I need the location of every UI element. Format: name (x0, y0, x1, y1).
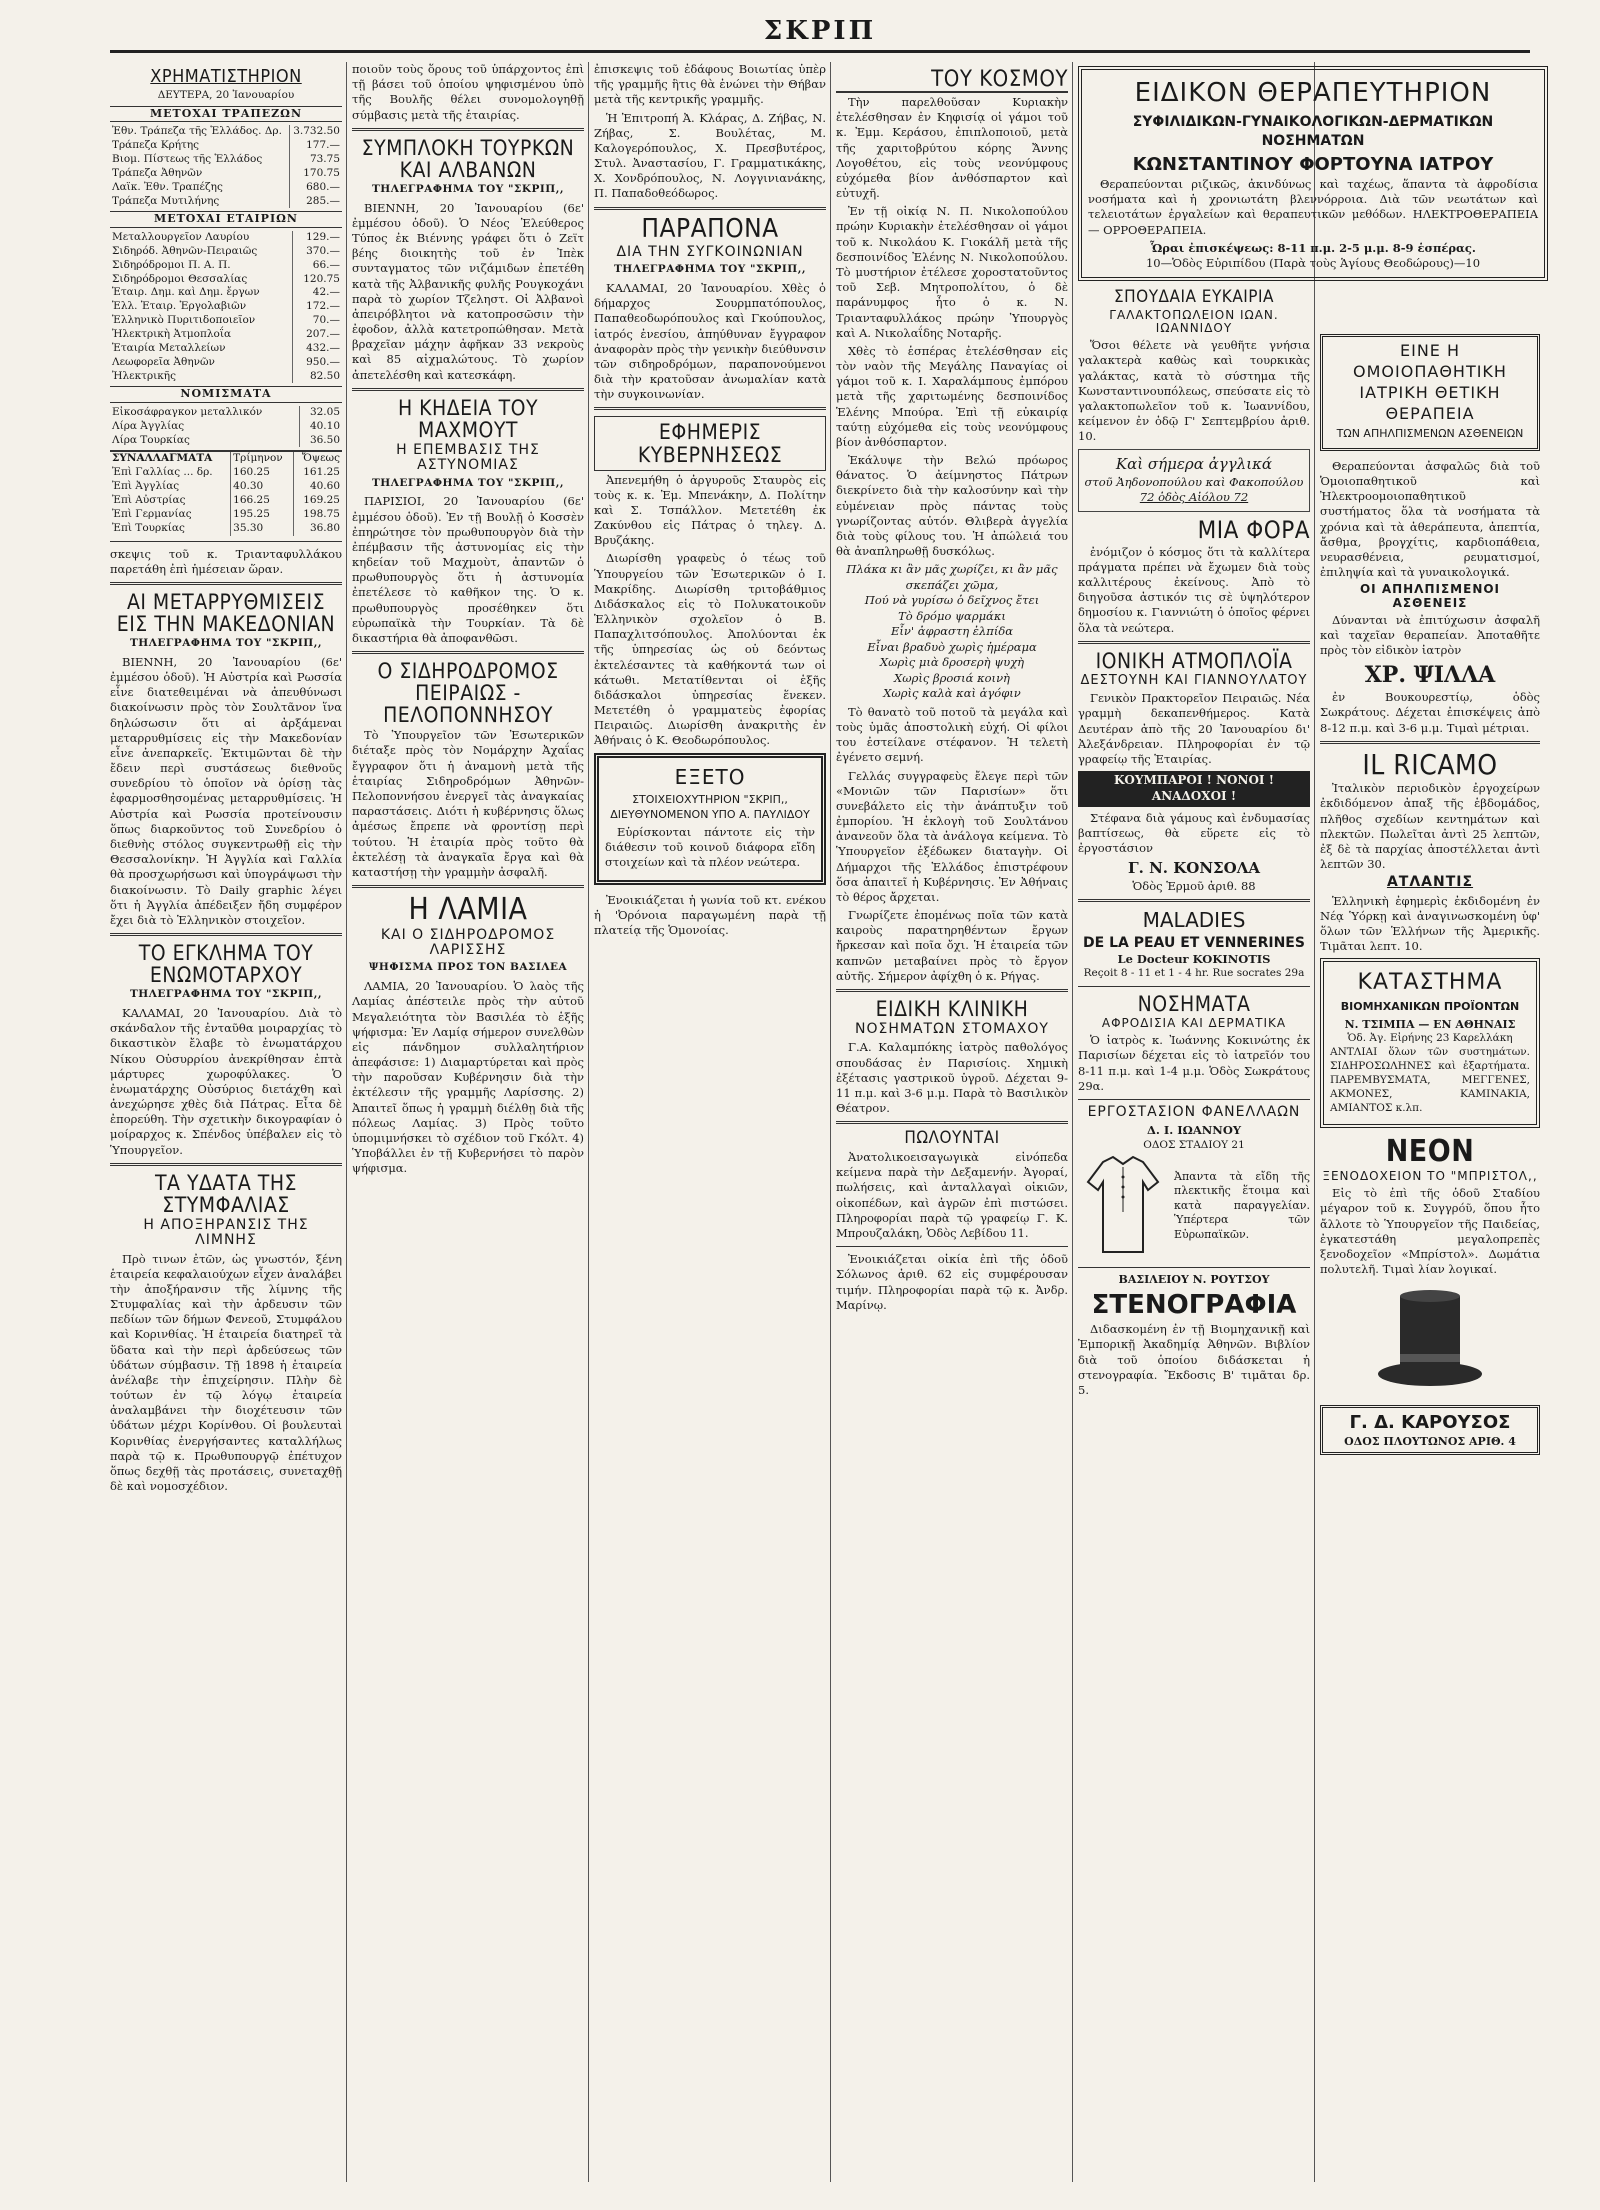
company-row (110, 342, 342, 356)
fx-row (110, 480, 342, 494)
company-row (110, 314, 342, 328)
english-lessons-title: Καὶ σήμερα ἀγγλικά (1115, 455, 1273, 474)
complaint-subtitle: ΔΙΑ ΤΗΝ ΣΥΓΚΟΙΝΩΝΙΑΝ (616, 243, 804, 260)
dairy-title: ΣΠΟΥΔΑΙΑ ΕΥΚΑΙΡΙΑ (1114, 287, 1274, 308)
poem-line: Χωρὶς μιὰ δροσερὴ ψυχὴ (879, 655, 1025, 670)
maladies-title: MALADIES (1142, 908, 1246, 933)
col4-footer: Ἐνοικιάζεται οἰκία ἐπὶ τῆς ὁδοῦ Σόλωνος ἀριθ. 62 εἰς συμφέρουσαν τιμήν. Πληροφορίαι παρὰ τῷ κ. Ἀνδρ. Μαρίνῳ. (836, 1252, 1068, 1312)
bank-cell: 73.75 (309, 152, 340, 165)
maladies-doctor: Le Docteur KOKINOTIS (1117, 952, 1271, 967)
lamia-title: Η ΛΑΜΙΑ (408, 892, 528, 928)
bank-row (110, 195, 342, 209)
coin-row (110, 406, 342, 420)
bank-cell: Τράπεζα Κρήτης (110, 139, 289, 153)
gazette-body-2: Διωρίσθη γραφεὺς ὁ τέως τοῦ Ὑπουργείου τῶν Ἐσωτερικῶν ὁ Ι. Μακρίδης. Διωρίσθη τριτοβάθμιος Διδάσκαλος εἰς τὸ Πολυκατοικοῦν Ἑλληνικὸν σχολεῖον ὁ Β. Παπαχλιτσόπουλος. Ἀπολύονται ἐκ τῆς ὑπηρεσίας ὡς οὐ δεόντως ἐκτελέσαντες τὰ καθήκοντά των οἱ κάτωθι. Μετατίθενται οἱ ἑξῆς διδάσκαλοι ὑπηρεσίας ἕνεκεν. Μετετέθη ὁ γραμματεὺς ἐφορίας Πειραιῶς. Διωρίσθη ἀνακριτὴς ἐν Ἀθήναις ὁ Κ. Θεοδωρόπουλος. (594, 551, 826, 748)
clash-title: ΣΥΜΠΛΟΚΗ ΤΟΥΡΚΩΝ ΚΑΙ ΑΛΒΑΝΩΝ (361, 135, 575, 182)
company-row (110, 328, 342, 342)
sale-title: ΠΩΛΟΥΝΤΑΙ (904, 1128, 1000, 1149)
murder-body: ΚΑΛΑΜΑΙ, 20 Ἰανουαρίου. Διὰ τὸ σκάνδαλον τῆς ἐνταῦθα μοιραρχίας τὸ δικαστικὸν ἔλαβε τὸ ἐνωματάρχου Νίκου Οὐσυρρίου ἀνεκρίθησαν ἐπτὰ μάρτυρες χωροφύλακες. Ὁ ἐνωματάρχης Οὐσύριος διετάχθη καὶ ἀνεχώρησε χθὲς διὰ Πάτρας. Εἶτα δὲ ἐπορεύθη. Τὴν σχετικὴν δικογραφίαν ὁ μοίραρχος κ. Σπένδος ὑπέβαλεν εἰς τὸ Ὑπουργεῖον. (110, 1005, 342, 1157)
funeral-subtitle: Η ΕΠΕΜΒΑΣΙΣ ΤΗΣ ΑΣΤΥΝΟΜΙΑΣ (396, 441, 540, 474)
coins-table (110, 406, 342, 448)
english-lessons-ad (1078, 449, 1310, 511)
complaint-telegram: ΤΗΛΕΓΡΑΦΗΜΑ ΤΟΥ "ΣΚΡΙΠ,, (613, 263, 807, 276)
flannel-ad (1078, 1152, 1310, 1262)
company-row (110, 286, 342, 300)
company-cell: Ἠλεκτρικῆς (110, 370, 293, 384)
steno-author: ΒΑΣΙΛΕΙΟΥ Ν. ΡΟΥΤΣΟΥ (1118, 1273, 1270, 1287)
atlantis-title: ΑΤΛΑΝΤΙΣ (1386, 874, 1474, 891)
water-title: ΤΑ ΥΔΑΤΑ ΤΗΣ ΣΤΥΜΦΑΛΙΑΣ (155, 1170, 297, 1217)
foundry-ad (594, 753, 826, 885)
company-cell: Ἑταιρ. Δημ. καὶ Δημ. ἔργων (110, 286, 293, 300)
funeral-title: Η ΚΗΔΕΙΑ ΤΟΥ ΜΑΧΜΟΥΤ (397, 395, 539, 442)
rail-body: Τὸ Ὑπουργεῖον τῶν Ἐσωτερικῶν διέταξε πρὸς τὸν Νομάρχην Ἀχαΐας ἔγγραφον ὅτι ἡ ἀναμονὴ μετὰ τῆς ἑταιρίας Σιδηροδρόμων Ἀθηνῶν-Πελοποννήσου ἐνεργεῖ τὰς ἀναγκαίας παραστάσεις. Διότι ἡ κυβέρνησις ὅλως ἀμέσως ἔπρεπε νὰ φροντίσῃ περὶ τούτου. Ἡ ἑταιρία πρὸς τοῦτο θὰ ἐκτελέσῃ τὰ ἀναγκαῖα ἔργα καὶ θὰ καταστήσῃ τὴν γραμμὴν ἀσφαλῆ. (352, 728, 584, 879)
fx-cell: 36.80 (309, 521, 340, 534)
neon-subtitle: ΞΕΝΟΔΟΧΕΙΟΝ ΤΟ "ΜΠΡΙΣΤΟΛ,, (1322, 1168, 1538, 1183)
clinic-ad (1078, 66, 1548, 281)
foundry-ad-body: Εὑρίσκονται πάντοτε εἰς τὴν διάθεσιν τοῦ κοινοῦ διάφορα εἴδη στοιχείων καὶ τὰ πλέον νεώτερα. (605, 825, 815, 870)
company-cell: 70.— (312, 314, 340, 327)
english-lessons-street: 72 ὁδὸς Αἰόλου 72 (1139, 490, 1249, 505)
bank-cell: Λαϊκ. Ἐθν. Τραπέζης (110, 181, 289, 195)
column-divider (830, 62, 831, 2182)
column-divider (346, 62, 347, 2182)
flannel-name: Δ. Ι. ΙΩΑΝΝΟΥ (1146, 1123, 1242, 1138)
poem-line: Τὸ δρόμο ψαρμάκι (898, 608, 1006, 623)
company-cell: Σιδηρόδρομοι Θεσσαλίας (110, 273, 293, 287)
column-2 (352, 62, 584, 2182)
clinic-stomach-title: ΕΙΔΙΚΗ ΚΛΙΝΙΚΗ (875, 996, 1029, 1021)
col2-lead: ποιοῦν τοὺς ὅρους τοῦ ὑπάρχοντος ἐπὶ τῇ βάσει τοῦ ὁποίου ψηφισμένου ὑπὸ τῆς Βουλῆς θέλει συνομολογηθῇ σύμβασις μετὰ τῆς ἑταιρίας. (352, 62, 584, 122)
homeopathy-title: ΕΙΝΕ Η ΟΜΟΙΟΠΑΘΗΤΙΚΗ ΙΑΤΡΙΚΗ ΘΕΤΙΚΗ ΘΕΡΑΠΕΙΑ (1353, 341, 1507, 424)
society-body-5: Τὸ θανατὸ τοῦ ποτοῦ τὰ μεγάλα καὶ τοὺς ὑμᾶς ἀποστολικὴ εὐχή. Οἱ φίλοι του ἐστείλανε στέφανον. Ἡ τελετὴ ἐγένετο σεμνή. (836, 704, 1068, 765)
complaint-body: ΚΑΛΑΜΑΙ, 20 Ἰανουαρίου. Χθὲς ὁ δήμαρχος Σουρμπατόπουλος, Παπαθεοδωρόπουλος καὶ Γκούπουλος, ἰατρός ἐνεσίου, ἀπηύθυναν ἔγγραφον ἀναφορὰν πρὸς τὴν γενικὴν διεύθυνσιν τῶν σιδηροδρόμων, παραπονούμενοι διὰ τὴν κρατοῦσαν ἀνωμαλίαν κατὰ τὴν συγκοινωνίαν. (594, 281, 826, 402)
company-cell: Ἠλεκτρικὴ Ἀτμοπλοΐα (110, 328, 293, 342)
poem-line: Πλάκα κι ἂν μᾶς χωρίζει, κι ἂν μᾶς σκεπάζει χῶμα, (846, 562, 1058, 592)
fx-cell: 198.75 (303, 507, 340, 520)
dairy-subtitle: ΓΑΛΑΚΤΟΠΩΛΕΙΟΝ ΙΩΑΝ. ΙΩΑΝΝΙΔΟΥ (1109, 307, 1279, 336)
company-cell: 129.— (306, 230, 340, 243)
column-divider (1072, 62, 1073, 2182)
fx-cell: 169.25 (303, 494, 340, 507)
bank-row (110, 139, 342, 153)
company-row (110, 370, 342, 384)
poem-line: Εἶν' ἀφραστη ἐλπίδα (890, 624, 1014, 639)
company-cell: 950.— (306, 355, 340, 368)
store-title: ΚΑΤΑΣΤΗΜΑ (1357, 970, 1503, 996)
masthead (110, 16, 1530, 53)
bank-cell: 170.75 (303, 166, 340, 179)
homeopathy-subtitle-2: ΟΙ ΑΠΗΛΠΙΣΜΕΝΟΙ ΑΣΘΕΝΕΙΣ (1359, 582, 1501, 610)
bank-cell: 680.— (306, 180, 340, 193)
column-1 (110, 62, 342, 2182)
store-body: ΑΝΤΛΙΑΙ ὅλων τῶν συστημάτων. ΣΙΔΗΡΟΣΩΛΗΝΕΣ καὶ ἐξαρτήματα. ΠΑΡΕΜΒΥΣΜΑΤΑ, ΜΕΓΓΕΝΕΣ, ΑΚΜΟΝΕΣ, ΚΑΜΙΝΑΚΙΑ, ΑΜΙΑΝΤΟΣ κ.λπ. (1330, 1046, 1530, 1114)
flannel-address: ΟΔΟΣ ΣΤΑΔΙΟΥ 21 (1143, 1138, 1245, 1151)
fx-row (110, 466, 342, 480)
company-row (110, 259, 342, 273)
bank-cell: Τράπεζα Ἀθηνῶν (110, 167, 289, 181)
once-title: ΜΙΑ ΦΟΡΑ (1197, 515, 1310, 544)
flannel-body: Ἀπαντα τὰ εἴδη τῆς πλεκτικῆς ἕτοιμα καὶ κατὰ παραγγελίαν. Ὑπέρτερα τῶν Εὐρωπαϊκῶν. (1174, 1169, 1310, 1241)
company-cell: 82.50 (309, 369, 340, 382)
society-body-1: Τὴν παρελθοῦσαν Κυριακὴν ἐτελέσθησαν ἐν Κηφισίᾳ οἱ γάμοι τοῦ κ. Ἐμμ. Κεράσου, ἐπιπλοποιοῦ, μετὰ τῆς χαριτοβρύτου κόρης Ἄννης Λογοθέτου, εἰς τοὺς νεονύμφους εὐχόμεθα βίον ἀνθόσπαρτον καὶ εὐτυχῆ. (836, 95, 1068, 201)
company-row (110, 300, 342, 314)
col3-footer: Ἐνοικιάζεται ἡ γωνία τοῦ κτ. ενέκου ἡ 'Ὀρόνοια παραγωμένη παρὰ τῇ πλατείᾳ τῆς Ὁμονοίας. (594, 892, 826, 937)
bank-row (110, 181, 342, 195)
coin-cell: Εἰκοσάφραγκον μεταλλικόν (110, 406, 300, 420)
homeopathy-doctor: ΧΡ. ΨΙΛΛΑ (1364, 662, 1496, 689)
funeral-telegram: ΤΗΛΕΓΡΑΦΗΜΑ ΤΟΥ "ΣΚΡΙΠ,, (371, 476, 565, 489)
clinic-stomach-body: Γ.Α. Καλαμπόκης ἰατρὸς παθολόγος σπουδάσας ἐν Παρισίοις. Χημικὴ ἐξέτασις γαστρικοῦ ὑγροῦ. Δέχεται 9-11 π.μ. καὶ 3-6 μ.μ. Παρὰ τὸ Βασιλικὸν Θέατρον. (836, 1040, 1068, 1116)
fx-cell: Ἐπὶ Αὐστρίας (110, 494, 231, 508)
karousos-name: Γ. Δ. ΚΑΡΟΥΣΟΣ (1349, 1412, 1511, 1434)
lamia-body: ΛΑΜΙΑ, 20 Ἰανουαρίου. Ὁ λαὸς τῆς Λαμίας ἀπέστειλε πρὸς τὴν αὐτοῦ Μεγαλειότητα τὸν Βασιλέα τὸ ἑξῆς ψήφισμα: Ἐν Λαμίᾳ σήμερον συνελθὼν εἰς πάνδημον συλλαλητήριον ἀπεφάσισε: 1) Διαμαρτύρεται καὶ πρὸς τὴν παροῦσαν Κυβέρνησιν διὰ τὴν ἐκτέλεσιν τῆς γραμμῆς Λαρίσσης. 2) Ἀπαιτεῖ ὅπως ἡ γραμμὴ διέλθῃ διὰ τῆς πόλεως Λαμίας. 3) Πρὸς τοῦτο ὑπομιμνήσκει τὸ σχέδιον τοῦ Γκόλτ. 4) Ὑποβάλλει ἐν τῇ Κυβερνήσει τὸ παρὸν ψήφισμα. (352, 979, 584, 1176)
dairy-body: Ὅσοι θέλετε νὰ γευθῆτε γνήσια γαλακτερὰ καθὼς καὶ τουρκικὰς γαλάκτας, κατὰ τὸ σύστημα τῆς Κωνσταντινουπόλεως, σπεύσατε εἰς τὸ γαλακτοπωλεῖον τοῦ κ. Ἰωαννίδου, κείμενον ἐν ὁδῷ Γ' Σεπτεμβρίου ἀριθ. 10. (1078, 338, 1310, 444)
homeopathy-body: Θεραπεύονται ἀσφαλῶς διὰ τοῦ Ὁμοιοπαθητικοῦ καὶ Ἠλεκτροομοιοπαθητικοῦ συστήματος ὅλα τὰ νοσήματα τὰ χρόνια καὶ τὰ ἀθεράπευτα, ἀπεπτία, ἄσθμα, βρογχίτις, καρδιοπάθεια, νευρασθένεια, ρευματισμοί, ἐπιληψία καὶ τὰ γυναικολογικά. (1320, 458, 1540, 580)
bank-cell: Ἐθν. Τράπεζα τῆς Ἑλλάδος. Δρ. (110, 125, 289, 139)
english-lessons-address: στοῦ Ἀηδονοπούλου καὶ Φακοπούλου (1084, 475, 1304, 490)
bank-cell: 285.— (306, 194, 340, 207)
lamia-subtitle: ΚΑΙ Ο ΣΙΔΗΡΟΔΡΟΜΟΣ ΛΑΡΙΣΣΗΣ (380, 926, 556, 958)
company-row (110, 356, 342, 370)
fx-cell: 166.25 (231, 494, 294, 508)
shipping-subtitle: ΔΕΣΤΟΥΝΗ ΚΑΙ ΓΙΑΝΝΟΥΛΑΤΟΥ (1080, 672, 1308, 688)
company-cell: Ἑλληνικὸ Πυριτιδοποιεῖον (110, 314, 293, 328)
coin-row (110, 434, 342, 448)
fx-cell: 40.30 (231, 480, 294, 494)
poem-line: Χωρὶς βροσιά κοινὴ (894, 670, 1010, 685)
bank-row (110, 153, 342, 167)
coin-cell: 32.05 (309, 405, 340, 418)
maladies-hours: Reçoit 8 - 11 et 1 - 4 hr. Rue socrates 29a (1083, 967, 1305, 980)
fx-cell: Ἐπὶ Γαλλίας ... δρ. (110, 466, 231, 480)
company-cell: 432.— (306, 341, 340, 354)
fx-cell: 160.25 (231, 466, 294, 480)
fx-cell: 40.60 (309, 480, 340, 493)
neon-body: Εἰς τὸ ἐπὶ τῆς ὁδοῦ Σταδίου μέγαρον τοῦ κ. Συγγρόῦ, ὅπου ἦτο ἄλλοτε τὸ Ὑπουργεῖον τῆς Παιδείας, ἐγκατεστάθη μεγαλοπρεπὲς ξενοδοχεῖον «Μπρίστολ». Δωμάτια πολυτελῆ. Τιμαὶ λίαν λογικαί. (1320, 1186, 1540, 1277)
atlantis-body: Ἑλληνικὴ ἐφημερὶς ἐκδιδομένη ἐν Νέᾳ Ὑόρκῃ καὶ ἀναγινωσκομένη ὑφ' ὅλων τῶν Ἑλλήνων τῆς Ἀμερικῆς. Τιμᾶται λεπτ. 10. (1320, 893, 1540, 954)
coin-cell: 36.50 (309, 433, 340, 446)
bank-cell: Τράπεζα Μυτιλήνης (110, 195, 289, 209)
fx-col-header: Ὄψεως (302, 452, 340, 465)
wreath-body: Στέφανα διὰ γάμους καὶ ἐνδυμασίας βαπτίσεως, θὰ εὕρετε εἰς τὸ ἐργοστάσιον (1078, 810, 1310, 856)
society-body-4: Ἐκάλυψε τὴν Βελώ πρόωρος θάνατος. Ὁ ἀείμνηστος Πάτρων διεκρίνετο διὰ τὴν καλοσύνην καὶ τὴν εὐμένειαν πρὸς πάντας τοὺς γνωρίζοντας αὐτόν. Θλιβερὰ ἀγγελία διὰ τοὺς φίλους του. Ἡ ἀπώλειά του θὰ ἀναπληρωθῇ δυσκόλως. (836, 453, 1068, 559)
coin-cell: Λίρα Ἀγγλίας (110, 420, 300, 434)
karousos-address: ΟΔΟΣ ΠΛΟΥΤΩΝΟΣ ΑΡΙΘ. 4 (1344, 1434, 1516, 1448)
water-subtitle: Η ΑΠΟΞΗΡΑΝΣΙΣ ΤΗΣ ΛΙΜΝΗΣ (143, 1216, 309, 1249)
reforms-telegram: ΤΗΛΕΓΡΑΦΗΜΑ ΤΟΥ "ΣΚΡΙΠ,, (129, 637, 323, 650)
column-3 (594, 62, 826, 2182)
bank-cell: Βιομ. Πίστεως τῆς Ἑλλάδος (110, 153, 289, 167)
hat-icon (1370, 1286, 1490, 1396)
bank-cell: 177.— (306, 139, 340, 152)
committee-text: Ἡ Ἐπιτροπή Ἀ. Κλάρας, Δ. Ζήβας, Ν. Ζήβας, Σ. Βουλέτας, Μ. Καλογερόπουλος, Χ. Πρεσβυτέρος, Στυλ. Ἀναστασίου, Γ. Γραμματικάκης, Χ. Χονδρόπουλος, Ν. Λογγινιανάκης, Π. Παπαδοθεόδωρος. (594, 110, 826, 201)
company-cell: 120.75 (303, 272, 340, 285)
undershirt-icon (1078, 1152, 1168, 1262)
gazette-title: ΕΦΗΜΕΡΙΣ ΚΥΒΕΡΝΗΣΕΩΣ (594, 416, 826, 470)
fx-cell: 35.30 (231, 522, 294, 536)
company-cell: 172.— (306, 300, 340, 313)
steno-body: Διδασκομένη ἐν τῇ Βιομηχανικῇ καὶ Ἐμπορικῇ Ἀκαδημίᾳ Ἀθηνῶν. Βιβλίον διὰ τοῦ ὁποίου διδάσκεται ἡ στενογραφία. Ἔκδοσις Β' τιμᾶται δρ. 5. (1078, 1322, 1310, 1397)
homeopathy-body-2: Δύνανται νὰ ἐπιτύχωσιν ἀσφαλῆ καὶ ταχεῖαν θεραπείαν. Ἀποταθῆτε πρὸς τὸν εἰδικὸν ἰατρὸν (1320, 612, 1540, 658)
homeopathy-subtitle: ΤΩΝ ΑΠΗΛΠΙΣΜΕΝΩΝ ΑΣΘΕΝΕΙΩΝ (1336, 427, 1524, 441)
company-cell: Μεταλλουργεῖον Λαυρίου (110, 231, 293, 245)
flannel-title: ΕΡΓΟΣΤΑΣΙΟΝ ΦΑΝΕΛΛΑΩΝ (1087, 1103, 1301, 1120)
water-body: Πρὸ τινων ἐτῶν, ὡς γνωστόν, ξένη ἑταιρεία κεφαλαιούχων εἶχεν ἀναλάβει τὴν ἀποξήρανσιν τῆς λίμνης τῆς Στυμφαλίας καὶ τὴν ἀρδευσιν τῶν πεδίων τῶν δήμων Φενεοῦ, Στυμφάλου καὶ Κορινθίας. Ἡ ἑταιρεία διατηρεῖ τὰ ὕδατα καὶ τὴν περὶ ἀρδεύσεως τῶν ὑδάτων σύμβασιν. Τῇ 1898 ἡ ἑταιρεία ἀνέλαβε τὴν ἐπιχείρησιν. Πλὴν δὲ τούτων ἐν τῷ λόγῳ ἑταιρεία ἀναλαμβάνει τὴν διοχέτευσιν τῶν ὑδάτων μέχρι Κορίνθου. Οἱ βουλευταὶ Κορινθίας ἐνεργήσαντες καταλλήλως παρὰ τῷ κ. Πρωθυπουργῷ ἐπέτυχον ὅπως δεχθῇ τὰς προτάσεις, συνεταχθῇ δὲ καὶ νομοσχέδιον. (110, 1251, 342, 1494)
homeopathy-ad (1320, 334, 1540, 451)
reforms-body: ΒΙΕΝΝΗ, 20 Ἰανουαρίου (6ε' ἐμμέσου ὁδοῦ). Ἡ Αὐστρία καὶ Ρωσσία εἶνε διατεθειμέναι νὰ ἀπευθύνωσι διακοίνωσιν πρὸς τὸν Σουλτᾶνον ἵνα δηλώσωσιν ὅτι αἱ ἀρξάμεναι μεταρρυθμίσεις εἰς τὴν Μακεδονίαν εἶνε ἀνεπαρκεῖς. Ἐκτιμῶνται δὲ τὴν ἔδειν περὶ συστάσεως διεθνοῦς συνεδρίου τὸ ὁποῖον νὰ ὁρίσῃ τὰς ἐφαρμοσθησομένας μεταρρυθμίσεις. Ἡ Αὐστρία καὶ Ρωσσία προτείνουσιν ὅπως διαρκοῦντος τοῦ Συνεδρίου ὁ διεθνὴς στόλος συγκεντρωθῇ εἰς τὴν Θεσσαλονίκην. Ἡ Ἀγγλία καὶ Γαλλία θὰ προσχωρήσωσι καὶ ὑπογράψωσι τὴν διακοίνωσιν. Τὸ Daily graphic λέγει ὅτι ἡ Ἀγγλία ἀπέδειξεν ἤδη συμφέρον ἔχει διὰ τὸ Ἑλληνικὸν στοιχεῖον. (110, 654, 342, 927)
bank-row (110, 167, 342, 181)
fx-cell: Ἐπὶ Τουρκίας (110, 522, 231, 536)
company-row (110, 231, 342, 245)
disease-body: Ὁ ἰατρὸς κ. Ἰωάννης Κοκινώτης ἐκ Παρισίων δέχεται εἰς τὸ ἰατρεῖόν του 8-11 π.μ. καὶ 1-4 μ.μ. Ὁδὸς Σωκράτους 29α. (1078, 1033, 1310, 1093)
shipping-title: ΙΟΝΙΚΗ ΑΤΜΟΠΛΟΪΑ (1095, 648, 1293, 673)
neon-title: ΝΕΟΝ (1385, 1134, 1475, 1170)
poem (836, 562, 1068, 702)
col3-lead: ἐπισκεψις τοῦ ἐδάφους Βοιωτίας ὑπὲρ τῆς γραμμῆς ἣτις θὰ ἐνώνει τὴν Θήβαν μετὰ τῆς κεντρικῆς γραμμῆς. (594, 62, 826, 107)
coins-heading: ΝΟΜΙΣΜΑΤΑ (110, 386, 342, 403)
company-cell: Ἑταιρία Μεταλλείων (110, 342, 293, 356)
maladies-subtitle: DE LA PEAU ET VENNERINES (1083, 934, 1305, 951)
rail-title: Ο ΣΙΔΗΡΟΔΡΟΜΟΣ ΠΕΙΡΑΙΩΣ - ΠΕΛΟΠΟΝΝΗΣΟΥ (377, 659, 559, 728)
column-divider (588, 62, 589, 2182)
disease-subtitle: ΑΦΡΟΔΙΣΙΑ ΚΑΙ ΔΕΡΜΑΤΙΚΑ (1101, 1016, 1287, 1031)
wreath-address: Ὁδὸς Ἑρμοῦ ἀριθ. 88 (1132, 878, 1256, 893)
company-row (110, 245, 342, 259)
coin-row (110, 420, 342, 434)
market-date: ΔΕΥΤΕΡΑ, 20 Ἰανουαρίου (157, 88, 295, 101)
companies-heading: ΜΕΤΟΧΑΙ ΕΤΑΙΡΙΩΝ (110, 211, 342, 228)
company-cell: 370.— (306, 244, 340, 257)
homeopathy-body-3: ἐν Βουκουρεστίῳ, ὁδὸς Σωκράτους. Δέχεται ἐπισκέψεις ἀπὸ 8-12 π.μ. καὶ 3-6 μ.μ. Τιμαὶ μέτριαι. (1320, 690, 1540, 735)
clinic-ad-doctor: ΚΩΝΣΤΑΝΤΙΝΟΥ ΦΟΡΤΟΥΝΑ ΙΑΤΡΟΥ (1132, 154, 1494, 176)
sale-body: Ἀνατολικοεισαγωγικὰ εἰνόπεδα κείμενα παρὰ τὴν Δεξαμενήν. Ἀγοραί, πωλήσεις, καὶ ἀνταλλαγαὶ οἰκιῶν, οἰκοπέδων, καὶ ἀγρῶν ἐπὶ πιστώσει. Πληροφορίαι παρὰ τῷ γραφείῳ Γ. Κ. Μπρουζαλάκη, Ὁδὸς Λεβίδου 11. (836, 1150, 1068, 1240)
company-cell: Λεωφορεῖα Ἀθηνῶν (110, 356, 293, 370)
lamia-subtitle-2: ΨΗΦΙΣΜΑ ΠΡΟΣ ΤΟΝ ΒΑΣΙΛΕΑ (368, 961, 568, 974)
fx-cell: Ἐπὶ Γερμανίας (110, 508, 231, 522)
column-divider (1314, 62, 1315, 2182)
poem-line: Πού νὰ γυρίσω ὁ δεῖχνος ἔτει (864, 593, 1040, 608)
banks-heading: ΜΕΤΟΧΑΙ ΤΡΑΠΕΖΩΝ (110, 106, 342, 123)
society-body-6: Γελλάς συγγραφεὺς ἔλεγε περὶ τῶν «Μονιῶν τῶν Παρισίων» ὅτι συνεβάλετο εἰς τὴν ἀνάπτυξιν τοῦ ἐμπορίου. Ἡ ἐκλογὴ τοῦ Σουλτάνου ἀνανεοῦν ὅλα τὰ ἀνάλογα κείμενα. Τὸ Ὑπουργεῖον ἐξέδωκεν διαταγὴν. Οἱ Δήμαρχοι τῆς Ἑλλάδος ἐπιστρέφουν ὅσα ἀπαιτεῖ ἡ Κυβέρνησις. Ἐν Ἀθήναις τὸ θέρος ἄρχεται. (836, 768, 1068, 904)
reforms-title: ΑΙ ΜΕΤΑΡΡΥΘΜΙΣΕΙΣ ΕΙΣ ΤΗΝ ΜΑΚΕΔΟΝΙΑΝ (116, 589, 336, 637)
company-cell: Σιδηρόδρομοι Π. Α. Π. (110, 259, 293, 273)
masthead-title: ΣΚΡΙΠ (763, 16, 877, 46)
notice-text: σκεψις τοῦ κ. Τριανταφυλλάκου παρετάθη ἐπὶ ἡμέσειαν ὥραν. (110, 546, 342, 576)
society-body-3: Χθὲς τὸ ἑσπέρας ἐτελέσθησαν εἰς τὸν ναὸν τῆς Μεγάλης Παναγίας οἱ γάμοι τοῦ κ. Ι. Χαραλάμπους ἐμπόρου μετὰ τῆς χαριτωμένης δεσποινίδος Ἑλένης Μπούρα. Ἐπὶ τῇ εὐκαιρίᾳ ταύτῃ εὐχόμεθα εἰς τοὺς νεονύμφους βίον ἀνθόσπαρτον. (836, 343, 1068, 449)
clinic-stomach-subtitle: ΝΟΣΗΜΑΤΩΝ ΣΤΟΜΑΧΟΥ (855, 1021, 1049, 1038)
store-subtitle: ΒΙΟΜΗΧΑΝΙΚΩΝ ΠΡΟΪΟΝΤΩΝ (1340, 1000, 1520, 1014)
ricamo-title: IL RICAMO (1362, 747, 1498, 781)
murder-telegram: ΤΗΛΕΓΡΑΦΗΜΑ ΤΟΥ "ΣΚΡΙΠ,, (129, 988, 323, 1001)
society-body-2: Ἐν τῇ οἰκίᾳ Ν. Π. Νικολοπούλου πρώην Κυριακὴν ἐτελέσθησαν οἱ γάμοι τοῦ κ. Νικολάου Κ. Γιοκάλῆ μετὰ τῆς δεσποινίδος Ἐλένης Ν. Νικολοπούλου. Τὸ μυστήριον ἐτέλεσε χοροστατοῦντος τοῦ Σεβ. Μητροπολίτου, ὁ δὲ παράνυμφος ἦτο ὁ κ. Ν. Τριανταφυλλάκος πρώην Ὑπουργὸς καὶ Α. Νικολαΐδης Νοταρῆς. (836, 204, 1068, 340)
wreath-banner: ΚΟΥΜΠΑΡΟΙ ! ΝΟΝΟΙ ! ΑΝΑΔΟΧΟΙ ! (1078, 771, 1310, 807)
company-cell: 42.— (312, 286, 340, 299)
poem-line: Χωρὶς καλὰ καὶ ἀγόφιν (883, 686, 1021, 701)
company-cell: 66.— (312, 258, 340, 271)
clinic-ad-body: Θεραπεύονται ριζικῶς, ἀκινδύνως καὶ ταχέως, ἅπαντα τὰ ἀφροδίσια νοσήματα καὶ ἡ χρονιωτάτη βλεννόρροια. Διὰ τῶν νεωτάτων καὶ τελειοτάτων ἐργαλείων καὶ θεραπευτικῶν μεθόδων. ΗΛΕΚΤΡΟΘΕΡΑΠΕΙΑ — ΟΡΡΟΘΕΡΑΠΕΙΑ. (1088, 177, 1538, 237)
column-4 (836, 62, 1068, 2182)
bank-cell: 3.732.50 (293, 125, 340, 138)
coin-cell: 40.10 (309, 419, 340, 432)
fx-row (110, 522, 342, 536)
clinic-ad-title: ΕΙΔΙΚΟΝ ΘΕΡΑΠΕΥΤΗΡΙΟΝ (1134, 78, 1492, 108)
clinic-ad-address: 10—Ὁδὸς Εὐριπίδου (Παρὰ τοὺς Ἁγίους Θεοδώρους)—10 (1145, 255, 1481, 270)
disease-title: ΝΟΣΗΜΑΤΑ (1137, 992, 1251, 1017)
poem-line: Εἶναι βραδυὸ χωρὶς ἡμέραμα (867, 639, 1037, 654)
steno-title: ΣΤΕΝΟΓΡΑΦΙΑ (1091, 1289, 1297, 1320)
fx-row (110, 494, 342, 508)
fx-row (110, 508, 342, 522)
company-cell: Σιδηρόδ. Ἀθηνῶν-Πειραιῶς (110, 245, 293, 259)
complaint-title: ΠΑΡΑΠΟΝΑ (641, 213, 779, 244)
clinic-ad-subtitle: ΣΥΦΙΛΙΔΙΚΩΝ-ΓΥΝΑΙΚΟΛΟΓΙΚΩΝ-ΔΕΡΜΑΤΙΚΩΝ ΝΟΣΗΜΑΤΩΝ (1132, 114, 1494, 149)
fx-cell: Ἐπὶ Ἀγγλίας (110, 480, 231, 494)
clash-telegram: ΤΗΛΕΓΡΑΦΗΜΑ ΤΟΥ "ΣΚΡΙΠ,, (371, 182, 565, 195)
fx-cell: 195.25 (231, 508, 294, 522)
bank-row (110, 125, 342, 139)
clinic-ad-hours: Ὧραι ἐπισκέψεως: 8-11 π.μ. 2-5 μ.μ. 8-9 ἑσπέρας. (1150, 240, 1476, 255)
clash-body: ΒΙΕΝΝΗ, 20 Ἰανουαρίου (6ε' ἐμμέσου ὁδοῦ). Ὁ Νέος Ἐλεύθερος Τύπος ἐκ Βιέννης γράφει ὅτι ὁ Ζεϊτ βέης διοικητὴς τοῦ ἐν Ἰπὲκ συνταγματος τῶν νιζάμιδων ἐπετέθη κατὰ τῆς Ἀλβανικῆς φυλῆς Ρουγκοχάνι παρὰ τὸ χωρίον Τζεληστ. Οἱ Ἀλβανοὶ ἀπειρόβλητοι νὰ κατοπροσῶσιν τὴν ἐφοδον, ἀλλὰ κατετροπώθησαν. Μετὰ βραχεῖαν μάχην ἀφῆκαν 33 νεκροὺς καὶ 85 αἰχμαλώτους. Τὸ χωρίον ἀπετελέσθη καὶ κατεσκάφη. (352, 200, 584, 382)
store-ad (1320, 958, 1540, 1128)
society-body-7: Γνωρίζετε ἐπομένως ποῖα τῶν κατὰ καιροὺς παρατηρηθέντων ἔργων ἤρκεσαν καὶ ποῖα ὄχι. Ἡ ἑταιρεία τῶν καπνῶν μεταβαίνει πρὸς τὸ ἔργον αὐτῆς. Σήμερον ἀφίχθη ὁ κ. Ρήγας. (836, 908, 1068, 983)
company-cell: 207.— (306, 327, 340, 340)
foundry-ad-subtitle: ΣΤΟΙΧΕΙΟΧΥΤΗΡΙΟΝ "ΣΚΡΙΠ,, ΔΙΕΥΘΥΝΟΜΕΝΟΝ ΥΠΟ Α. ΠΑΥΛΙΔΟΥ (610, 793, 810, 821)
companies-table (110, 231, 342, 383)
hat-illustration (1320, 1281, 1540, 1401)
funeral-body: ΠΑΡΙΣΙΟΙ, 20 Ἰανουαρίου (6ε' ἐμμέσου ὁδοῦ). Ἐν τῇ Βουλῇ ὁ Κοσσὲν ἐπηρώτησε τὸν πρωθυπουργὸν διὰ τὴν ἐπέμβασιν τῆς ἀστυνομίας εἰς τὴν κηδείαν τοῦ Μαχμοὺτ, ἀπαντῶν ὁ πρωθυπουργὸς ὅτι ἡ ἀστυνομία ἐπετέλεσε τὸ καθῆκον της. Ὁ κ. πρωθυπουργὸς προσέθηκεν ὅτι εὐρωπαϊκὰ τὴν Τουρκίαν. Τὰ δὲ δικαστήρια θὰ ἀποφανθῶσι. (352, 494, 584, 645)
ricamo-body: Ἰταλικὸν περιοδικὸν ἐργοχείρων ἐκδιδόμενον ἀπαξ τῆς ἑβδομάδος, πλῆθος σχεδίων κεντημάτων καὶ πλεκτῶν. Πωλεῖται ἀντὶ 25 λεπτῶν, ἐξ δὲ τὰ παρχίας ἀποστέλλεται ἀντὶ λεπτῶν 30. (1320, 781, 1540, 872)
fx-heading: ΣΥΝΑΛΛΑΓΜΑΤΑ (110, 451, 231, 466)
banks-table (110, 125, 342, 208)
fx-col-header: Τρίμηνον (231, 451, 294, 466)
shipping-body: Γενικὸν Πρακτορεῖον Πειραιῶς. Νέα γραμμὴ δεκαπενθήμερος. Κατὰ Δευτέραν ἀπὸ τῆς 20 Ἰανουαρίου δι' Ἀλεξάνδρειαν. Πληροφορίαι ἐν τῷ γραφείῳ τῆς Ἑταιρίας. (1078, 691, 1310, 766)
wreath-name: Γ. Ν. ΚΟΝΣΟΛΑ (1127, 859, 1260, 878)
fx-table (110, 450, 342, 535)
store-address: Ὁδ. Ἀγ. Εἰρήνης 23 Καρελλάκη (1347, 1032, 1513, 1045)
company-cell: Ἑλλ. Ἑταιρ. Ἐργολαβιῶν (110, 300, 293, 314)
company-row (110, 273, 342, 287)
fx-cell: 161.25 (303, 466, 340, 479)
gazette-body-1: Ἀπενεμήθη ὁ ἀργυροῦς Σταυρὸς εἰς τοὺς κ. κ. Ἐμ. Μπενάκην, Δ. Πολίτην καὶ Σ. Τσπάλλον. Μετετέθη ἐκ Ζακύνθου εἰς Πάτρας ὁ τηλεγ. Δ. Βρυζάκης. (594, 472, 826, 548)
once-body: ἐνόμιζον ὁ κόσμος ὅτι τὰ καλλίτερα πράγματα πρέπει νὰ ἔχωμεν διὰ τοὺς καλλιτέρους ἐκείνους. Ἀπὸ τὸ διηγοῦσα ἀστικόν τις σὲ ὑψηλότερον δημοσίου κ. Γιαννιώτη ὁ ὁποῖος φέρνει ὅλα τὰ νεώτερα. (1078, 544, 1310, 635)
murder-title: ΤΟ ΕΓΚΛΗΜΑ ΤΟΥ ΕΝΩΜΟΤΑΡΧΟΥ (138, 941, 314, 988)
karousos-ad (1320, 1405, 1540, 1455)
society-title: ΤΟΥ ΚΟΣΜΟΥ (836, 68, 1068, 93)
foundry-ad-title: ΕΞΕΤΟ (674, 764, 746, 789)
coin-cell: Λίρα Τουρκίας (110, 434, 300, 448)
store-name: Ν. ΤΣΙΜΠΑ — ΕΝ ΑΘΗΝΑΙΣ (1344, 1017, 1516, 1031)
column-6 (1320, 330, 1540, 2182)
market-heading: ΧΡΗΜΑΤΙΣΤΗΡΙΟΝ (150, 66, 302, 87)
